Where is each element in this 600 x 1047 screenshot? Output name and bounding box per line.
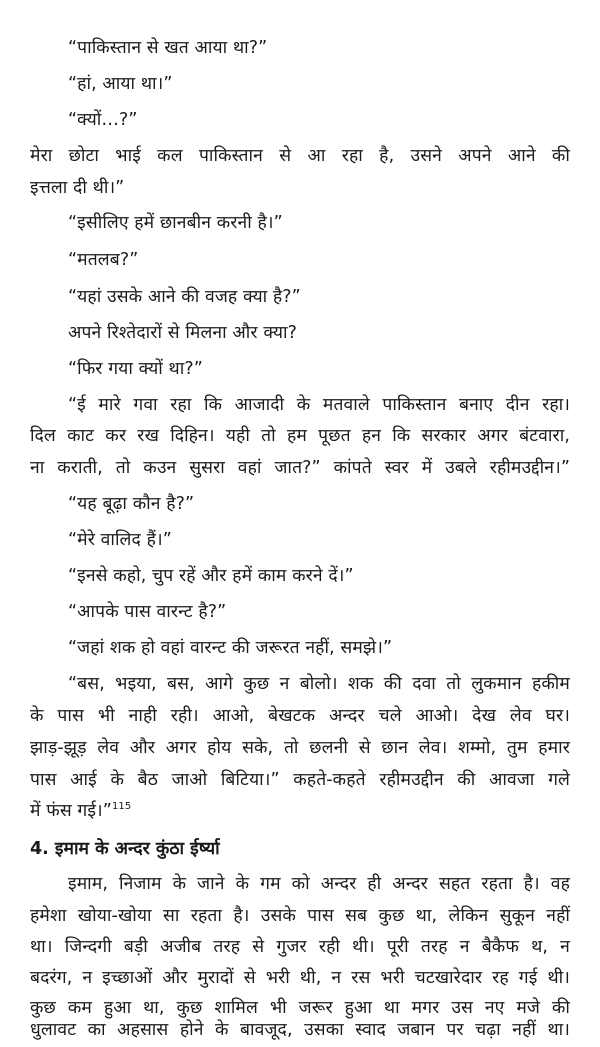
dialogue-line: “पाकिस्तान से खत आया था?”: [68, 38, 268, 58]
paragraph-line: मेरा छोटा भाई कल पाकिस्तान से आ रहा है, उसने अपने आने की: [30, 146, 570, 166]
dialogue-line: “इनसे कहो, चुप रहें और हमें काम करने दें।”: [68, 566, 354, 586]
dialogue-line: “यह बूढ़ा कौन है?”: [68, 494, 195, 514]
paragraph-line: हमेशा खोया-खोया सा रहता है। उसके पास सब कुछ था, लेकिन सुकून नहीं: [30, 906, 570, 926]
dialogue-line: अपने रिश्तेदारों से मिलना और क्या?: [68, 323, 297, 343]
paragraph-line: “बस, भइया, बस, आगे कुछ न बोलो। शक की दवा तो लुकमान हकीम: [68, 674, 570, 694]
dialogue-line: “फिर गया क्यों था?”: [68, 359, 203, 379]
dialogue-line: “मतलब?”: [68, 250, 139, 270]
dialogue-line: “हां, आया था।”: [68, 74, 173, 94]
paragraph-line: ना कराती, तो कउन सुसरा वहां जात?” कांपते स्वर में उबले रहीमउद्दीन।”: [30, 458, 570, 478]
paragraph-line: दिल काट कर रख दिहिन। यही तो हम पूछत हन कि सरकार अगर बंटवारा,: [30, 426, 570, 446]
paragraph-line: इमाम, निजाम के जाने के गम को अन्दर ही अन्दर सहत रहता है। वह: [68, 874, 570, 894]
paragraph-line: था। जिन्दगी बड़ी अजीब तरह से गुजर रही थी। पूरी तरह न बैकैफ थ, न: [30, 937, 570, 957]
paragraph-line: के पास भी नाही रही। आओ, बेखटक अन्दर चले आओ। देख लेव घर।: [30, 706, 570, 726]
paragraph-line: पास आई के बैठ जाओ बिटिया।” कहते-कहते रहीमउद्दीन की आवजा गले: [30, 770, 570, 790]
dialogue-line: “जहां शक हो वहां वारन्ट की जरूरत नहीं, समझे।”: [68, 638, 393, 658]
dialogue-line: “यहां उसके आने की वजह क्या है?”: [68, 287, 301, 307]
footnote-ref: 115: [111, 801, 132, 812]
dialogue-line: “क्यों…?”: [68, 110, 138, 130]
dialogue-line: “आपके पास वारन्ट है?”: [68, 602, 227, 622]
paragraph-line: “ई मारे गवा रहा कि आजादी के मतवाले पाकिस्तान बनाए दीन रहा।: [68, 395, 570, 415]
paragraph-line: बदरंग, न इच्छाओं और मुरादों से भरी थी, न रस भरी चटखारेदार रह गई थी।: [30, 968, 570, 988]
section-heading: 4. इमाम के अन्दर कुंठा ईर्ष्या: [30, 839, 220, 859]
paragraph-line: झाड़-झूड़ लेव और अगर होय सके, तो छलनी से छान लेव। शम्मो, तुम हमार: [30, 738, 570, 758]
dialogue-line: “इसीलिए हमें छानबीन करनी है।”: [68, 213, 283, 233]
paragraph-text: में फंस गई।”: [30, 801, 112, 821]
paragraph-line: धुलावट का अहसास होने के बावजूद, उसका स्वाद जबान पर चढ़ा नहीं था।: [30, 1020, 570, 1040]
paragraph-line: कुछ कम हुआ था, कुछ शामिल भी जरूर हुआ था मगर उस नए मजे की: [30, 998, 570, 1018]
paragraph-line: इत्तला दी थी।”: [30, 178, 125, 198]
dialogue-line: “मेरे वालिद हैं।”: [68, 530, 172, 550]
paragraph-line: [30, 797, 131, 825]
